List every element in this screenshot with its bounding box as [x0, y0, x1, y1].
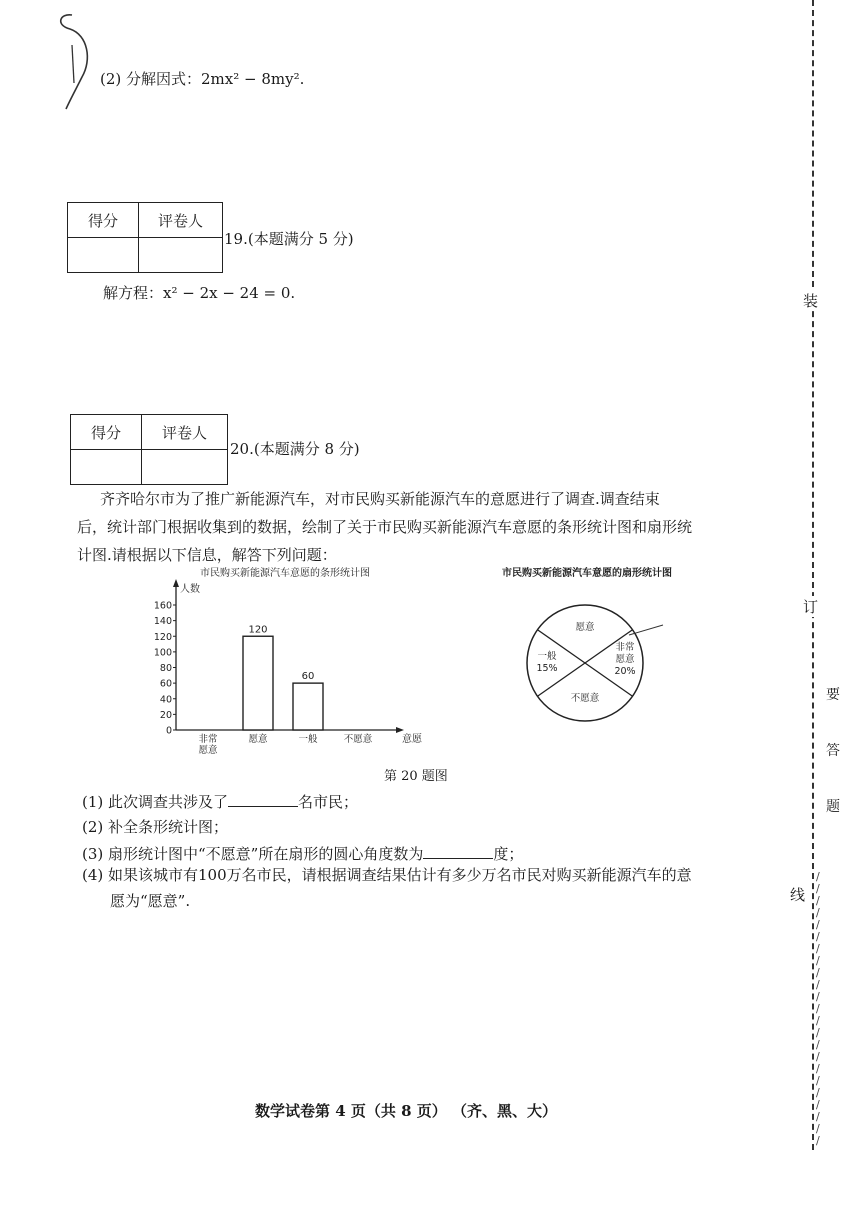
- q19-prompt: 解方程：x² − 2x − 24 = 0.: [103, 284, 296, 302]
- hatch-mark: /: [816, 954, 820, 967]
- figure-caption: 第 20 题图: [384, 769, 448, 784]
- q20-sub1: [82, 790, 358, 813]
- x-tick-label: 愿意: [198, 745, 218, 756]
- q20-sub1-suffix: 名市民；: [298, 793, 359, 811]
- pie-chart-title: 市民购买新能源汽车意愿的扇形统计图: [502, 568, 672, 579]
- q20-sub2: (2) 补全条形统计图；: [82, 818, 229, 836]
- x-tick-label: 愿意: [248, 734, 268, 745]
- bar-chart-title: 市民购买新能源汽车意愿的条形统计图: [200, 568, 370, 579]
- hatch-mark: /: [816, 942, 820, 955]
- hatch-mark: /: [816, 1038, 820, 1051]
- bar-chart: [140, 562, 430, 762]
- q19-title: 19.(本题满分 5 分): [224, 230, 354, 248]
- score-cell: [71, 450, 142, 485]
- q20-sub1-text: (1) 此次调查共涉及了: [82, 793, 229, 811]
- hatch-mark: /: [816, 918, 820, 931]
- grader-cell: [139, 238, 223, 273]
- grader-label: 评卷人: [142, 415, 228, 450]
- score-cell: [68, 238, 139, 273]
- pie-slice-label: 非常: [615, 642, 635, 653]
- binding-label-xian: 线: [790, 886, 806, 904]
- bar-愿意: [243, 636, 273, 730]
- pen-mark: [30, 5, 90, 115]
- q20-sub3-suffix: 度；: [493, 845, 524, 863]
- x-tick-label: 一般: [298, 734, 318, 745]
- y-tick-label: 20: [159, 709, 172, 721]
- hatch-mark: /: [816, 1134, 820, 1147]
- hatch-mark: /: [816, 930, 820, 943]
- hatch-mark: /: [816, 894, 820, 907]
- page-footer: 数学试卷第 4 页（共 8 页） （齐、黑、大）: [255, 1102, 557, 1120]
- q20-intro-line2: 后，统计部门根据收集到的数据，绘制了关于市民购买新能源汽车意愿的条形统计图和扇形统: [77, 518, 693, 536]
- hatch-mark: /: [816, 1074, 820, 1087]
- grader-cell: [142, 450, 228, 485]
- pie-slice-label: 不愿意: [570, 693, 600, 704]
- hatch-mark: /: [816, 1026, 820, 1039]
- x-tick-label: 不愿意: [343, 734, 373, 745]
- bar-data-label: 120: [248, 624, 268, 636]
- bar-一般: [293, 683, 323, 730]
- hatch-mark: /: [816, 882, 820, 895]
- q20-sub4: (4) 如果该城市有100万名市民，请根据调查结果估计有多少万名市民对购买新能源汽车的意: [82, 866, 692, 884]
- q18-part2: (2) 分解因式：2mx² − 8my².: [100, 70, 305, 88]
- side-char-ti: 题: [826, 799, 840, 815]
- q20-sub3-text: (3) 扇形统计图中“不愿意”所在扇形的圆心角度数为: [82, 845, 424, 863]
- y-tick-label: 60: [159, 678, 172, 690]
- hatch-mark: /: [816, 1014, 820, 1027]
- hatch-mark: /: [816, 1122, 820, 1135]
- hatch-mark: /: [816, 1086, 820, 1099]
- q20-intro-line1: 齐齐哈尔市为了推广新能源汽车，对市民购买新能源汽车的意愿进行了调查.调查结束: [100, 490, 660, 508]
- y-tick-label: 80: [159, 663, 172, 674]
- q20-intro-line3: 计图.请根据以下信息，解答下列问题：: [77, 546, 337, 564]
- y-tick-label: 100: [153, 647, 172, 659]
- score-box-q19: [67, 202, 223, 273]
- y-tick-label: 160: [153, 600, 172, 612]
- y-axis-arrow: [173, 579, 179, 587]
- answer-blank: [423, 842, 493, 859]
- pie-slice-label: 20%: [614, 666, 636, 677]
- y-tick-label: 40: [159, 694, 172, 706]
- q20-sub4-cont: 愿为“愿意”.: [110, 892, 191, 910]
- pie-slice-label: 15%: [536, 663, 558, 674]
- y-tick-label: 140: [153, 616, 172, 628]
- hatch-mark: /: [816, 870, 820, 883]
- pen-stroke: [629, 625, 663, 635]
- q20-sub3: [82, 842, 523, 865]
- side-char-yao: 要: [826, 687, 840, 703]
- y-axis-label: 人数: [180, 584, 200, 595]
- y-tick-label: 0: [165, 725, 172, 737]
- bar-data-label: 60: [301, 671, 315, 683]
- hatch-mark: /: [816, 1002, 820, 1015]
- hatch-mark: /: [816, 990, 820, 1003]
- grader-label: 评卷人: [139, 203, 223, 238]
- pie-chart: [480, 562, 710, 732]
- score-label: 得分: [71, 415, 142, 450]
- score-label: 得分: [68, 203, 139, 238]
- pie-slice-label: 愿意: [575, 622, 595, 633]
- side-char-da: 答: [826, 743, 840, 759]
- q20-title: 20.(本题满分 8 分): [230, 440, 360, 458]
- x-axis-label: 意愿: [402, 734, 422, 745]
- pie-slice-label: 一般: [537, 651, 557, 662]
- binding-line: [812, 0, 815, 1150]
- hatch-mark: /: [816, 966, 820, 979]
- y-tick-label: 120: [153, 631, 172, 643]
- hatch-mark: /: [816, 1062, 820, 1075]
- x-tick-label: 非常: [198, 734, 218, 745]
- binding-label-zhuang: 装: [803, 292, 819, 310]
- hatch-mark: /: [816, 978, 820, 991]
- hatch-mark: /: [816, 1110, 820, 1123]
- hatch-mark: /: [816, 1050, 820, 1063]
- answer-blank: [228, 790, 298, 807]
- pie-slice-label: 愿意: [615, 654, 635, 665]
- score-box-q20: [70, 414, 228, 485]
- x-axis-arrow: [396, 727, 404, 733]
- binding-label-ding: 订: [803, 598, 819, 616]
- hatch-mark: /: [816, 906, 820, 919]
- hatch-mark: /: [816, 1098, 820, 1111]
